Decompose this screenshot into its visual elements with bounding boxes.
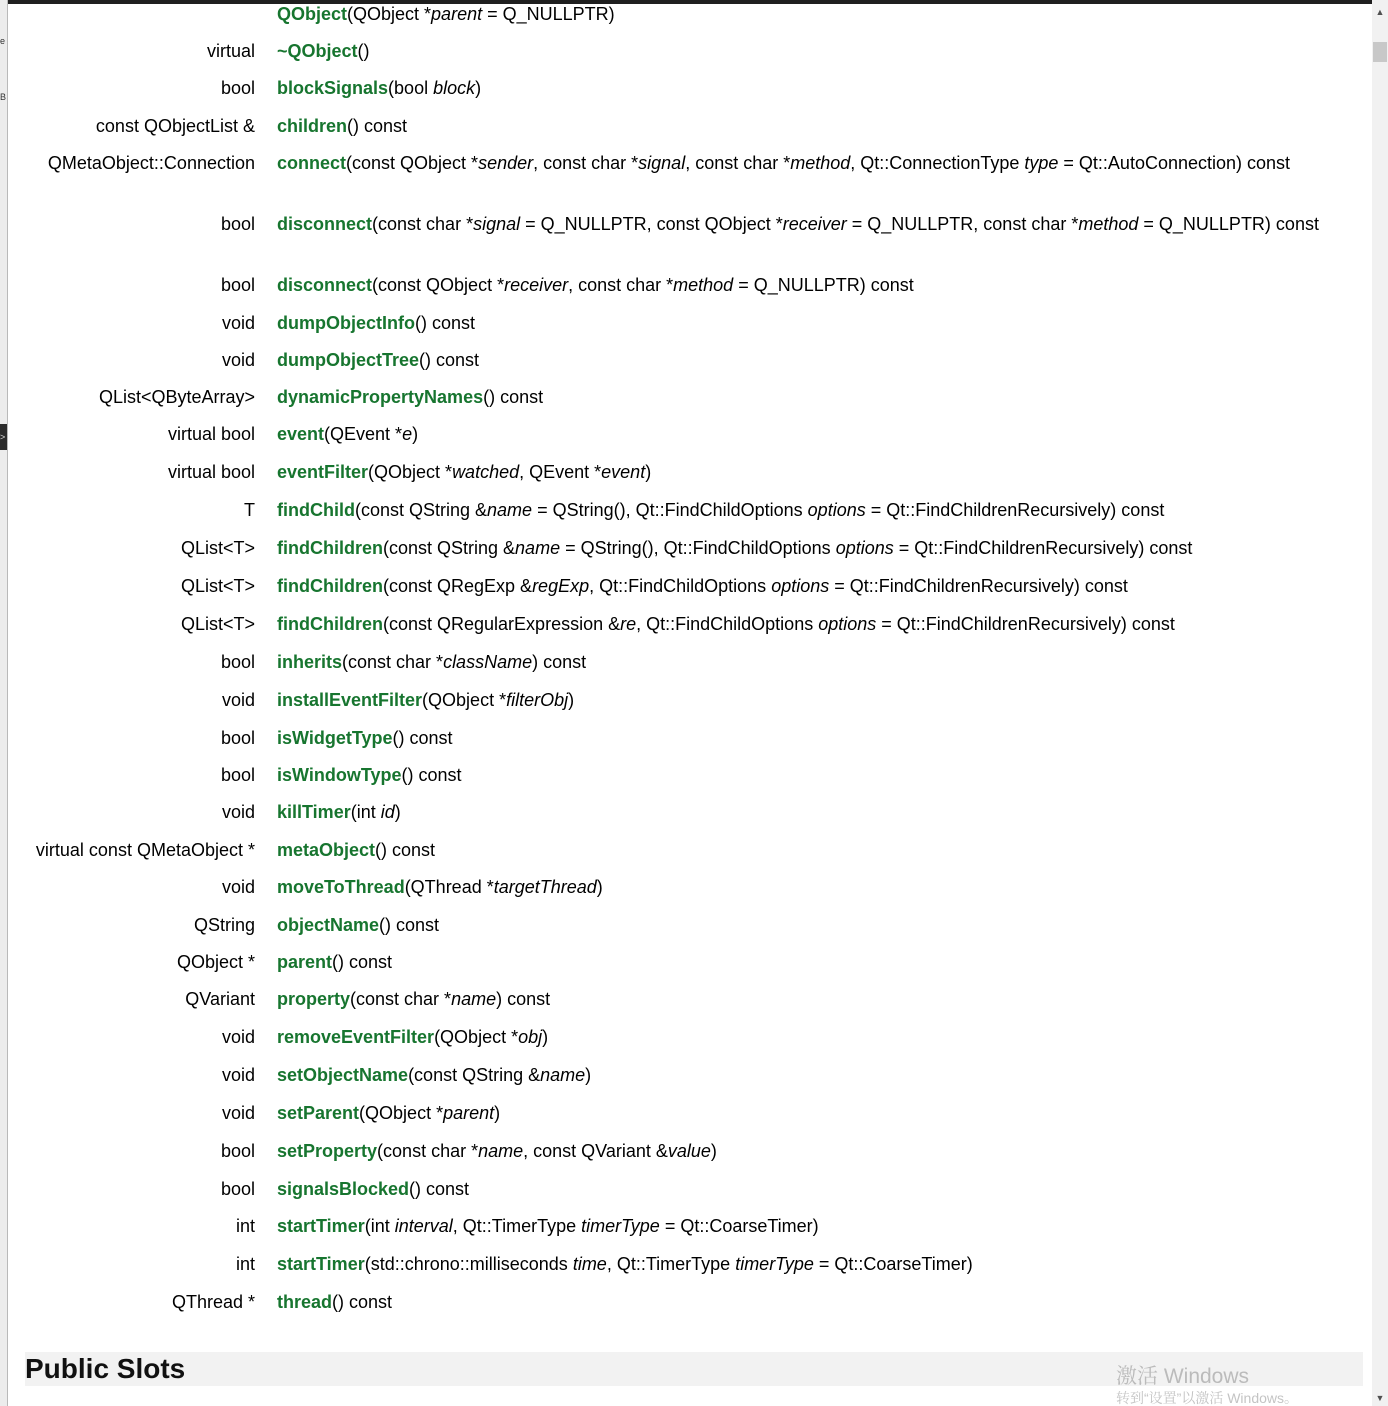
parameter-name: timerType bbox=[735, 1254, 814, 1274]
function-signature bbox=[277, 913, 1347, 937]
function-signature bbox=[277, 838, 1347, 862]
scroll-down-arrow-icon[interactable]: ▼ bbox=[1375, 1393, 1385, 1403]
function-signature bbox=[277, 1177, 1347, 1201]
signature-text: ) const bbox=[532, 652, 587, 672]
parameter-name: options bbox=[771, 576, 830, 596]
signature-text: (QObject * bbox=[434, 1027, 519, 1047]
left-panel-mark: B bbox=[0, 92, 6, 102]
signature-text: () bbox=[357, 41, 370, 61]
function-signature bbox=[277, 1290, 1347, 1314]
function-signature bbox=[277, 273, 1347, 297]
function-link[interactable]: eventFilter bbox=[277, 462, 369, 482]
function-link[interactable]: dumpObjectTree bbox=[277, 350, 420, 370]
function-link[interactable]: inherits bbox=[277, 652, 343, 672]
return-type: QList<T> bbox=[180, 538, 255, 558]
signature-text: , Qt::FindChildOptions bbox=[636, 614, 819, 634]
return-type: bool bbox=[220, 214, 255, 234]
signature-text: (std::chrono::milliseconds bbox=[364, 1254, 573, 1274]
signature-text: (QObject * bbox=[422, 690, 507, 710]
parameter-name: value bbox=[667, 1141, 711, 1161]
function-link[interactable]: ~QObject bbox=[277, 41, 358, 61]
function-signature bbox=[277, 688, 1347, 712]
signature-text: () const bbox=[409, 1179, 470, 1199]
parameter-name: options bbox=[835, 538, 894, 558]
return-type: bool bbox=[220, 78, 255, 98]
function-link[interactable]: findChildren bbox=[277, 614, 383, 634]
function-link[interactable]: setObjectName bbox=[277, 1065, 409, 1085]
return-type: const QObjectList & bbox=[95, 116, 255, 136]
return-type: void bbox=[221, 802, 255, 822]
signature-text: () const bbox=[332, 1292, 393, 1312]
signature-text: (const char * bbox=[377, 1141, 479, 1161]
parameter-name: parent bbox=[431, 4, 483, 24]
parameter-name: block bbox=[433, 78, 476, 98]
function-signature bbox=[277, 536, 1347, 560]
return-type: void bbox=[221, 313, 255, 333]
signature-text: , const char * bbox=[533, 153, 639, 173]
signature-text: (const QRegularExpression & bbox=[383, 614, 621, 634]
return-type: bool bbox=[220, 1179, 255, 1199]
return-type: bool bbox=[220, 652, 255, 672]
function-link[interactable]: signalsBlocked bbox=[277, 1179, 410, 1199]
return-type: int bbox=[235, 1254, 255, 1274]
function-signature bbox=[277, 1063, 1347, 1087]
function-signature bbox=[277, 1214, 1347, 1238]
parameter-name: method bbox=[1078, 214, 1139, 234]
signature-text: (const QString & bbox=[354, 500, 488, 520]
function-signature bbox=[277, 76, 1347, 100]
function-link[interactable]: blockSignals bbox=[277, 78, 389, 98]
return-type: virtual bool bbox=[167, 424, 255, 444]
parameter-name: time bbox=[572, 1254, 607, 1274]
function-signature bbox=[277, 1139, 1347, 1163]
signature-text: = Qt::FindChildrenRecursively) const bbox=[865, 500, 1165, 520]
signature-text: (const QObject * bbox=[346, 153, 479, 173]
return-type: QList<T> bbox=[180, 614, 255, 634]
return-type: void bbox=[221, 1027, 255, 1047]
parameter-name: watched bbox=[452, 462, 520, 482]
signature-text: () const bbox=[415, 313, 476, 333]
function-link[interactable]: event bbox=[277, 424, 325, 444]
function-signature bbox=[277, 574, 1347, 598]
return-type: QVariant bbox=[185, 989, 255, 1009]
return-type: void bbox=[221, 1103, 255, 1123]
parameter-name: receiver bbox=[504, 275, 569, 295]
signature-text: () const bbox=[419, 350, 480, 370]
function-signature bbox=[277, 1025, 1347, 1049]
function-signature bbox=[277, 763, 1347, 787]
signature-text: ) bbox=[568, 690, 575, 710]
parameter-name: interval bbox=[394, 1216, 453, 1236]
parameter-name: filterObj bbox=[506, 690, 569, 710]
parameter-name: name bbox=[515, 538, 561, 558]
return-type: QString bbox=[193, 915, 255, 935]
function-link[interactable]: moveToThread bbox=[277, 877, 405, 897]
function-signature bbox=[277, 151, 1347, 175]
function-link[interactable]: startTimer bbox=[277, 1216, 365, 1236]
signature-text: , Qt::FindChildOptions bbox=[589, 576, 772, 596]
return-type: virtual const QMetaObject * bbox=[35, 840, 255, 860]
signature-text: (bool bbox=[388, 78, 434, 98]
signature-text: ) bbox=[394, 802, 401, 822]
function-link[interactable]: findChildren bbox=[277, 538, 383, 558]
signature-text: = Qt::FindChildrenRecursively) const bbox=[829, 576, 1128, 596]
return-type: bool bbox=[220, 275, 255, 295]
activation-watermark-title: 激活 Windows bbox=[1116, 1365, 1250, 1388]
signature-text: ) bbox=[585, 1065, 592, 1085]
signature-text: (QObject * bbox=[347, 4, 432, 24]
function-signature bbox=[277, 385, 1347, 409]
section-title: Public Slots bbox=[25, 1353, 186, 1384]
function-signature bbox=[277, 726, 1347, 750]
signature-text: = Qt::FindChildrenRecursively) const bbox=[876, 614, 1175, 634]
function-link[interactable]: disconnect bbox=[277, 214, 373, 234]
function-signature bbox=[277, 875, 1347, 899]
signature-text: (QEvent * bbox=[324, 424, 403, 444]
scroll-up-arrow-icon[interactable]: ▲ bbox=[1375, 7, 1385, 17]
return-type: void bbox=[221, 877, 255, 897]
function-link[interactable]: metaObject bbox=[277, 840, 376, 860]
signature-text: = Q_NULLPTR) const bbox=[733, 275, 914, 295]
return-type: void bbox=[221, 1065, 255, 1085]
parameter-name: name bbox=[540, 1065, 586, 1085]
parameter-name: name bbox=[451, 989, 497, 1009]
function-link[interactable]: killTimer bbox=[277, 802, 351, 822]
expand-arrow-icon: > bbox=[0, 432, 6, 442]
parameter-name: method bbox=[673, 275, 734, 295]
function-link[interactable]: dumpObjectInfo bbox=[277, 313, 415, 333]
parameter-name: id bbox=[380, 802, 395, 822]
signature-text: = Qt::CoarseTimer) bbox=[813, 1254, 973, 1274]
function-link[interactable]: dynamicPropertyNames bbox=[277, 387, 484, 407]
function-link[interactable]: thread bbox=[277, 1292, 333, 1312]
signature-text: (QThread * bbox=[404, 877, 494, 897]
signature-text: (QObject * bbox=[359, 1103, 444, 1123]
parameter-name: name bbox=[478, 1141, 524, 1161]
function-signature bbox=[277, 987, 1347, 1011]
signature-text: (const QObject * bbox=[372, 275, 505, 295]
left-panel-mark: e bbox=[0, 36, 6, 46]
vertical-scrollbar[interactable] bbox=[1372, 0, 1388, 1406]
signature-text: ) bbox=[542, 1027, 549, 1047]
activation-watermark-subtitle: 转到“设置”以激活 Windows。 bbox=[1116, 1390, 1299, 1406]
signature-text: (const char * bbox=[342, 652, 444, 672]
signature-text: (const QRegExp & bbox=[383, 576, 533, 596]
signature-text: , Qt::ConnectionType bbox=[850, 153, 1025, 173]
signature-text: = Qt::FindChildrenRecursively) const bbox=[893, 538, 1193, 558]
signature-text: = Q_NULLPTR, const char * bbox=[846, 214, 1079, 234]
return-type: bool bbox=[220, 728, 255, 748]
function-link[interactable]: findChildren bbox=[277, 576, 383, 596]
parameter-name: className bbox=[443, 652, 533, 672]
parameter-name: re bbox=[620, 614, 637, 634]
parameter-name: obj bbox=[518, 1027, 543, 1047]
signature-text: () const bbox=[379, 915, 440, 935]
function-link[interactable]: QObject bbox=[277, 4, 348, 24]
function-signature bbox=[277, 650, 1347, 674]
function-signature bbox=[277, 2, 1347, 26]
function-link[interactable]: objectName bbox=[277, 915, 380, 935]
signature-text: ) bbox=[645, 462, 652, 482]
function-signature bbox=[277, 612, 1347, 636]
function-signature bbox=[277, 800, 1347, 824]
signature-text: (const QString & bbox=[408, 1065, 541, 1085]
function-link[interactable]: parent bbox=[277, 952, 333, 972]
signature-text: = Q_NULLPTR, const QObject * bbox=[520, 214, 783, 234]
function-link[interactable]: findChild bbox=[277, 500, 355, 520]
signature-text: , QEvent * bbox=[519, 462, 602, 482]
signature-text: (int bbox=[364, 1216, 395, 1236]
parameter-name: options bbox=[818, 614, 877, 634]
signature-text: , const QVariant & bbox=[523, 1141, 668, 1161]
function-link[interactable]: setProperty bbox=[277, 1141, 378, 1161]
signature-text: ) bbox=[494, 1103, 501, 1123]
function-signature bbox=[277, 114, 1347, 138]
signature-text: ) bbox=[596, 877, 603, 897]
function-signature bbox=[277, 1101, 1347, 1125]
function-signature bbox=[277, 39, 1347, 63]
signature-text: = QString(), Qt::FindChildOptions bbox=[560, 538, 836, 558]
signature-text: () const bbox=[483, 387, 544, 407]
function-link[interactable]: removeEventFilter bbox=[277, 1027, 435, 1047]
signature-text: () const bbox=[375, 840, 436, 860]
return-type: int bbox=[235, 1216, 255, 1236]
signature-text: () const bbox=[347, 116, 408, 136]
return-type: QList<QByteArray> bbox=[98, 387, 255, 407]
function-link[interactable]: setParent bbox=[277, 1103, 360, 1123]
parameter-name: parent bbox=[443, 1103, 495, 1123]
signature-text: (const char * bbox=[350, 989, 452, 1009]
signature-text: = Q_NULLPTR) bbox=[482, 4, 615, 24]
return-type: QThread * bbox=[171, 1292, 255, 1312]
return-type: QMetaObject::Connection bbox=[47, 153, 255, 173]
return-type: bool bbox=[220, 1141, 255, 1161]
return-type: void bbox=[221, 350, 255, 370]
parameter-name: type bbox=[1024, 153, 1059, 173]
parameter-name: targetThread bbox=[493, 877, 597, 897]
function-signature bbox=[277, 950, 1347, 974]
scroll-thumb[interactable] bbox=[1373, 42, 1387, 62]
signature-text: (const QString & bbox=[383, 538, 516, 558]
signature-text: = QString(), Qt::FindChildOptions bbox=[532, 500, 808, 520]
function-link[interactable]: connect bbox=[277, 153, 347, 173]
function-signature bbox=[277, 1252, 1347, 1276]
function-signature bbox=[277, 422, 1347, 446]
parameter-name: options bbox=[807, 500, 866, 520]
function-signature bbox=[277, 311, 1347, 335]
function-link[interactable]: startTimer bbox=[277, 1254, 365, 1274]
return-type: virtual bool bbox=[167, 462, 255, 482]
parameter-name: method bbox=[790, 153, 851, 173]
signature-text: ) bbox=[475, 78, 482, 98]
function-signature bbox=[277, 212, 1347, 236]
function-link[interactable]: disconnect bbox=[277, 275, 373, 295]
signature-text: , Qt::TimerType bbox=[452, 1216, 582, 1236]
parameter-name: event bbox=[601, 462, 646, 482]
function-link[interactable]: children bbox=[277, 116, 348, 136]
parameter-name: signal bbox=[473, 214, 521, 234]
function-link[interactable]: isWidgetType bbox=[277, 728, 393, 748]
return-type: T bbox=[244, 500, 255, 520]
function-link[interactable]: property bbox=[277, 989, 351, 1009]
parameter-name: regExp bbox=[532, 576, 590, 596]
return-type: void bbox=[221, 690, 255, 710]
function-signature bbox=[277, 498, 1347, 522]
signature-text: = Q_NULLPTR) const bbox=[1138, 214, 1319, 234]
signature-text: () const bbox=[332, 952, 393, 972]
signature-text: (int bbox=[350, 802, 381, 822]
function-link[interactable]: isWindowType bbox=[277, 765, 402, 785]
signature-text: (const char * bbox=[372, 214, 474, 234]
parameter-name: name bbox=[487, 500, 533, 520]
parameter-name: receiver bbox=[782, 214, 847, 234]
signature-text: ) bbox=[412, 424, 419, 444]
parameter-name: signal bbox=[638, 153, 686, 173]
signature-text: , Qt::TimerType bbox=[606, 1254, 736, 1274]
return-type: QObject * bbox=[176, 952, 255, 972]
signature-text: , const char * bbox=[685, 153, 791, 173]
parameter-name: sender bbox=[478, 153, 534, 173]
signature-text: = Qt::AutoConnection) const bbox=[1058, 153, 1291, 173]
function-link[interactable]: installEventFilter bbox=[277, 690, 423, 710]
signature-text: ) bbox=[710, 1141, 717, 1161]
signature-text: = Qt::CoarseTimer) bbox=[659, 1216, 819, 1236]
signature-text: , const char * bbox=[568, 275, 674, 295]
function-signature bbox=[277, 460, 1347, 484]
signature-text: (QObject * bbox=[368, 462, 453, 482]
signature-text: () const bbox=[392, 728, 453, 748]
parameter-name: e bbox=[402, 424, 413, 444]
return-type: virtual bbox=[206, 41, 255, 61]
function-signature bbox=[277, 348, 1347, 372]
parameter-name: timerType bbox=[581, 1216, 660, 1236]
return-type: bool bbox=[220, 765, 255, 785]
signature-text: ) const bbox=[496, 989, 551, 1009]
signature-text: () const bbox=[401, 765, 462, 785]
return-type: QList<T> bbox=[180, 576, 255, 596]
